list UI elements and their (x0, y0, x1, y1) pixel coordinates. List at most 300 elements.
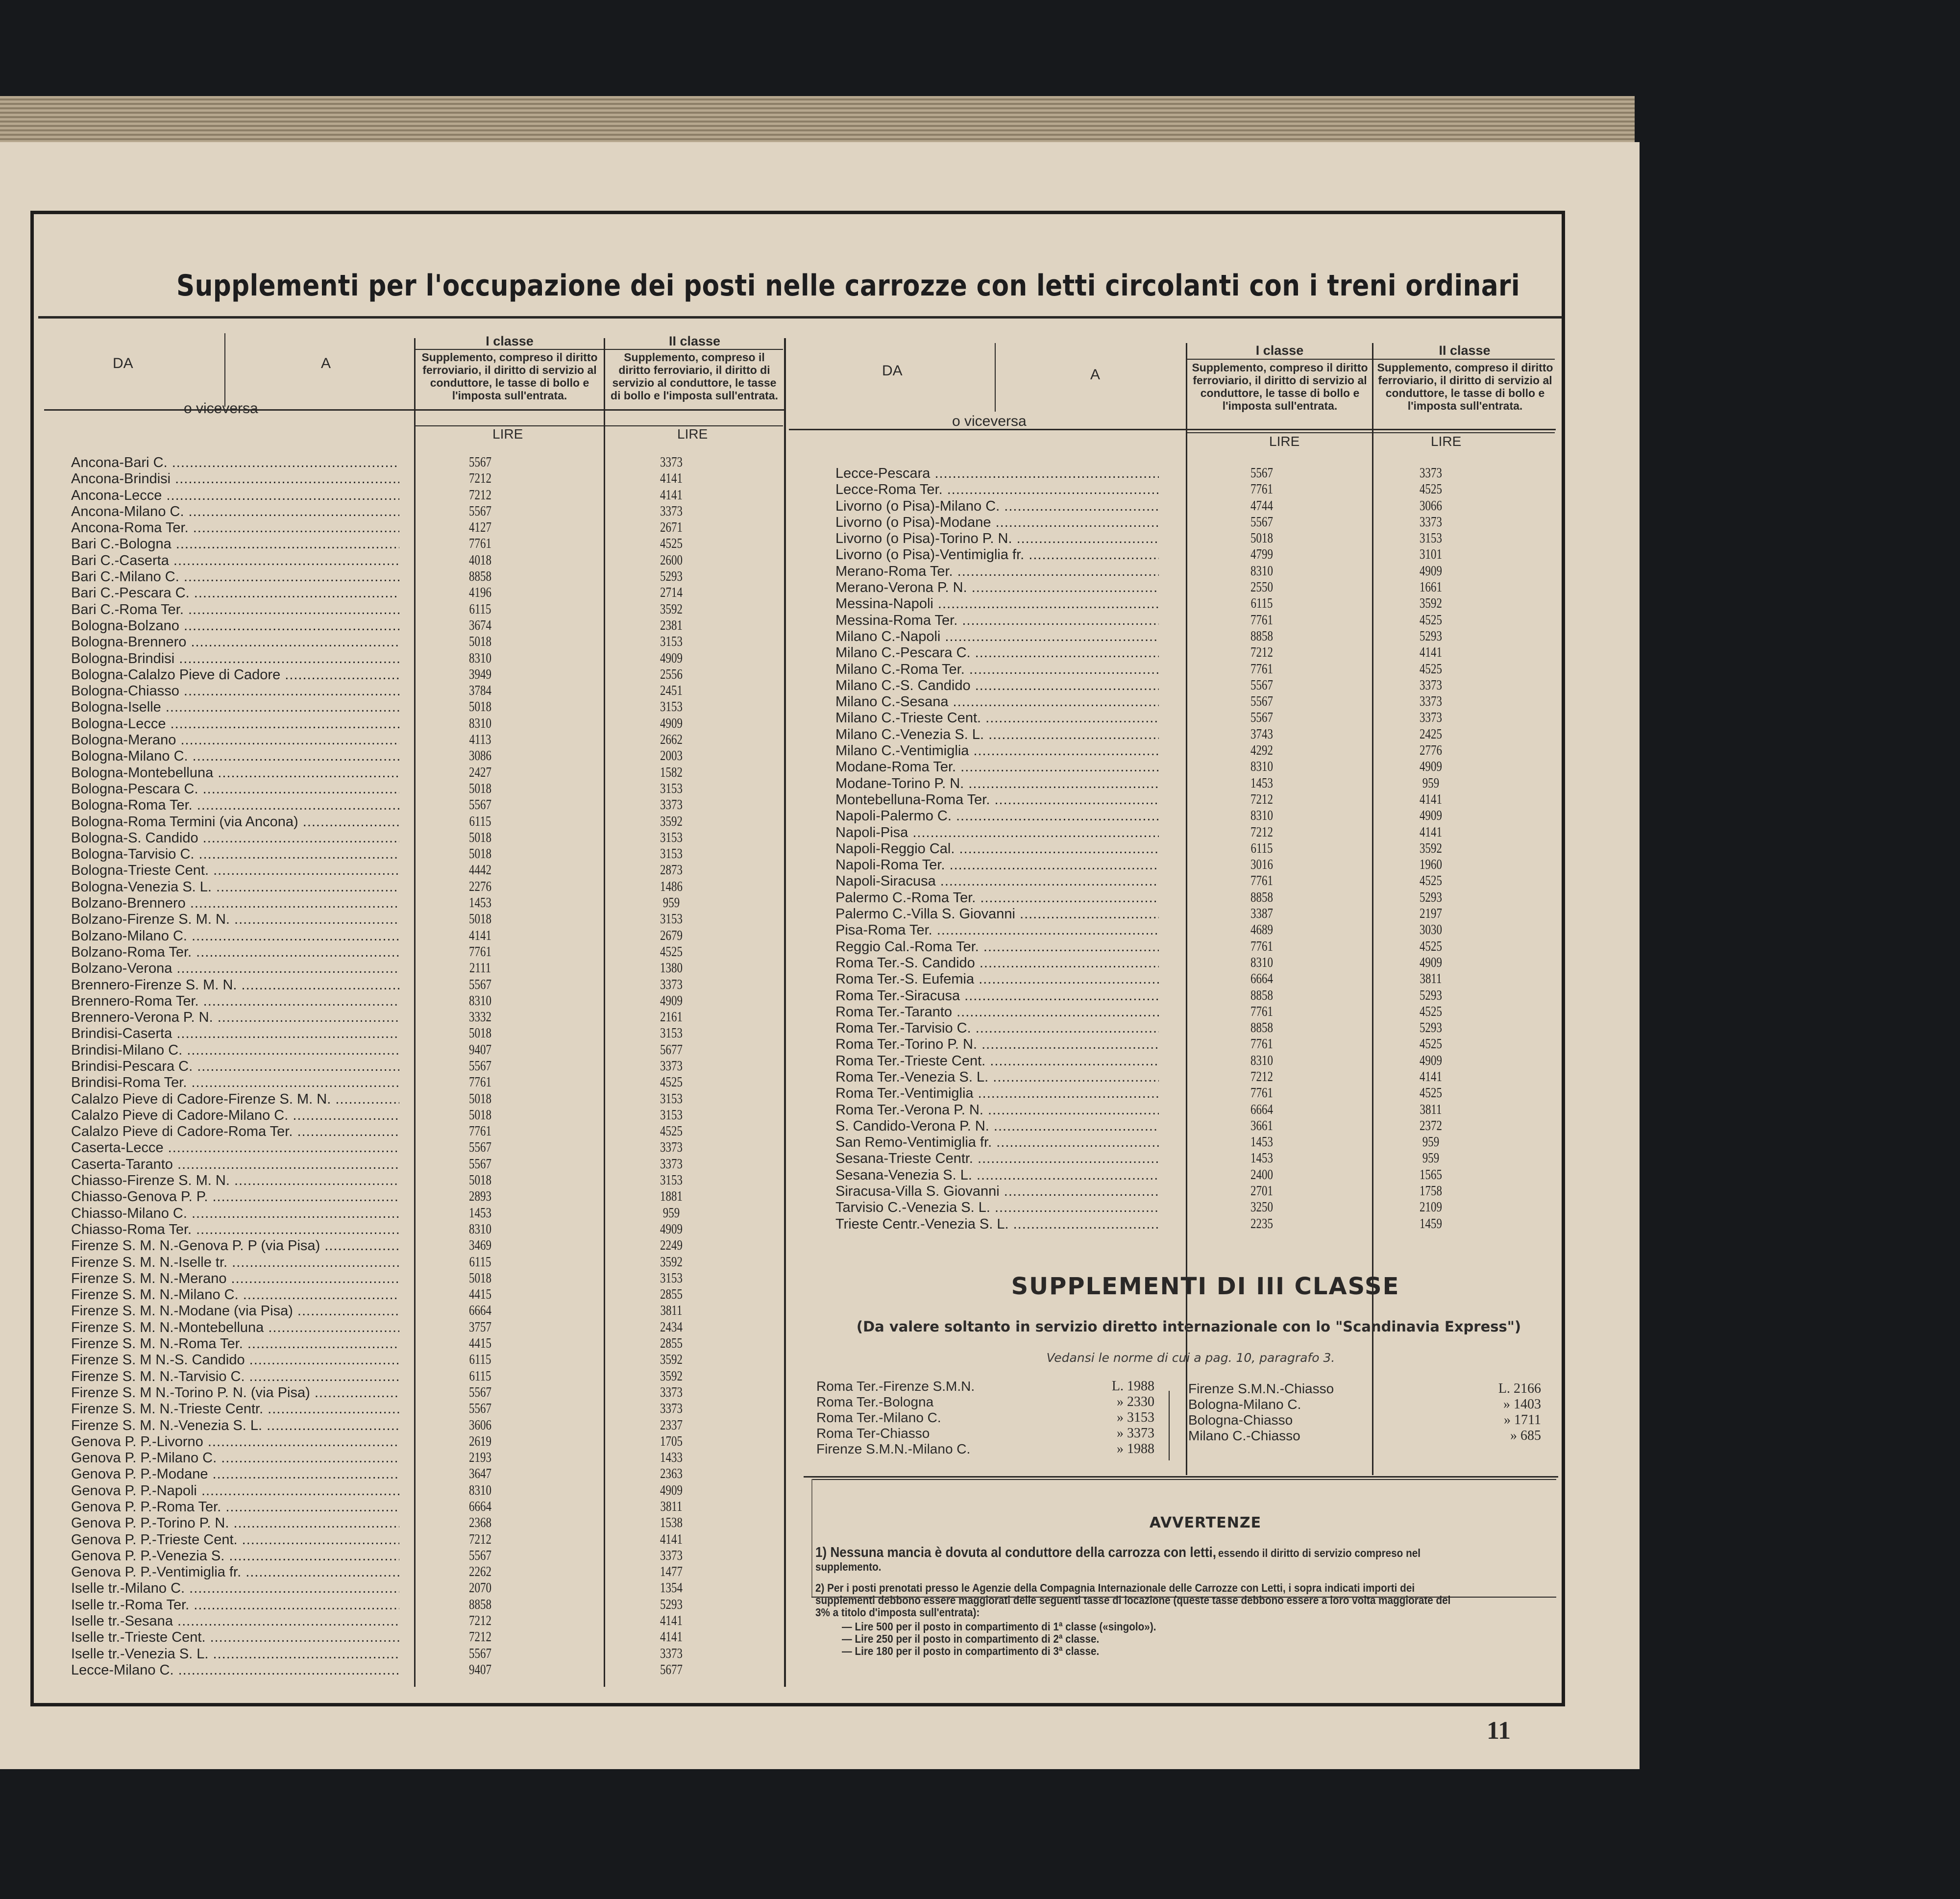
table-row (71, 1222, 782, 1238)
price-class2: 4909 (1420, 759, 1442, 775)
table-row (835, 1036, 1553, 1053)
table-row (835, 955, 1553, 971)
route-name: Montebelluna-Roma Ter. ..... (835, 792, 1159, 808)
price-class2: 3373 (660, 1548, 683, 1563)
price-class2: 4525 (660, 536, 683, 552)
route-name: Trieste Centr.-Venezia S. L. ..... (835, 1216, 1159, 1233)
table-row (71, 1369, 782, 1385)
route-name: Palermo C.-Villa S. Giovanni ..... (835, 906, 1159, 922)
price-class2: 5293 (1420, 889, 1442, 905)
route-name: Firenze S. M N.-S. Candido ..... (71, 1352, 399, 1368)
right-header-lire-2: LIRE (1431, 434, 1462, 449)
price-class1: 6664 (1250, 1102, 1273, 1117)
third-class-route: Firenze S.M.N.-Chiasso (1188, 1381, 1334, 1396)
table-row (835, 662, 1553, 678)
right-header-viceversa: o viceversa (952, 413, 1027, 429)
price-class2: 4141 (660, 1613, 683, 1629)
route-name: Caserta-Taranto ..... (71, 1157, 399, 1173)
route-name: Sesana-Trieste Centr. ..... (835, 1151, 1159, 1167)
price-class2: 2600 (660, 552, 683, 568)
price-class2: 959 (1422, 1151, 1440, 1166)
table-row (71, 863, 782, 879)
route-name: Calalzo Pieve di Cadore-Roma Ter. ..... (71, 1124, 399, 1140)
route-name: Firenze S. M. N.-Merano ..... (71, 1271, 399, 1287)
price-class2: 3373 (660, 1156, 683, 1172)
price-class2: 2363 (660, 1466, 683, 1482)
route-name: Ancona-Brindisi ..... (71, 471, 399, 487)
right-header-rule (789, 429, 1556, 430)
route-name: Bologna-Calalzo Pieve di Cadore ..... (71, 667, 399, 683)
route-name: Bologna-Pescara C. ..... (71, 781, 399, 797)
table-row (71, 732, 782, 748)
price-class1: 8310 (469, 993, 491, 1009)
price-class2: 1881 (660, 1189, 683, 1205)
price-class2: 4141 (1420, 645, 1442, 661)
price-class1: 4292 (1250, 743, 1273, 759)
price-class2: 1538 (660, 1515, 683, 1531)
table-row (835, 776, 1553, 792)
price-class1: 7212 (1250, 645, 1273, 661)
price-class1: 7212 (1250, 1069, 1273, 1085)
price-class2: 2003 (660, 748, 683, 764)
table-row (835, 1184, 1553, 1200)
route-name: Firenze S. M. N.-Tarvisio C. ..... (71, 1369, 399, 1385)
price-class1: 2619 (469, 1433, 491, 1449)
third-class-row (816, 1410, 1159, 1426)
route-name: Firenze S. M. N.-Modane (via Pisa) ..... (71, 1303, 399, 1319)
route-name: Bolzano-Verona ..... (71, 961, 399, 977)
table-row (71, 814, 782, 830)
route-name: Sesana-Venezia S. L. ..... (835, 1167, 1159, 1184)
price-class2: 5677 (660, 1662, 683, 1677)
table-row (835, 694, 1553, 710)
route-name: Napoli-Reggio Cal. ..... (835, 841, 1159, 857)
price-class2: 3592 (660, 601, 683, 617)
table-row (835, 727, 1553, 743)
table-row (835, 1053, 1553, 1069)
third-class-price: » 1403 (1503, 1397, 1541, 1412)
table-row (71, 1466, 782, 1482)
price-class2: 959 (1422, 775, 1440, 791)
route-name: Bari C.-Pescara C. ..... (71, 585, 399, 601)
price-class1: 5567 (469, 1401, 491, 1417)
price-class1: 6664 (1250, 971, 1273, 987)
table-row (835, 873, 1553, 889)
price-class1: 7761 (1250, 873, 1273, 889)
route-name: Milano C.-Ventimiglia ..... (835, 743, 1159, 759)
route-name: Messina-Napoli ..... (835, 596, 1159, 612)
price-class1: 5567 (469, 1140, 491, 1156)
price-class1: 4141 (469, 928, 491, 943)
table-row (71, 781, 782, 797)
table-row (71, 797, 782, 814)
price-class2: 3373 (1420, 694, 1442, 710)
table-row (71, 846, 782, 863)
table-row (835, 792, 1553, 808)
table-row (835, 710, 1553, 726)
table-row (71, 1515, 782, 1531)
table-row (835, 1085, 1553, 1102)
third-class-route: Roma Ter.-Firenze S.M.N. (816, 1379, 975, 1394)
route-name: Roma Ter.-S. Eufemia ..... (835, 971, 1159, 987)
table-row (71, 602, 782, 618)
price-class2: 2109 (1420, 1200, 1442, 1215)
table-row (71, 716, 782, 732)
route-name: Napoli-Pisa ..... (835, 825, 1159, 841)
price-class1: 5567 (469, 1058, 491, 1074)
iii-box-left (811, 1479, 812, 1597)
route-name: Brennero-Roma Ter. ..... (71, 993, 399, 1010)
table-row (835, 1167, 1553, 1184)
price-class2: 1705 (660, 1433, 683, 1449)
page-number: 11 (1487, 1717, 1511, 1745)
route-name: Siracusa-Villa S. Giovanni ..... (835, 1184, 1159, 1200)
price-class2: 3592 (660, 814, 683, 829)
table-row (835, 1020, 1553, 1036)
price-class2: 3373 (660, 1058, 683, 1074)
price-class2: 3153 (660, 846, 683, 862)
avvertenze-fee-1: — Lire 500 per il posto in compartimento di 1ª classe («singolo»). (842, 1620, 1156, 1633)
table-row (71, 683, 782, 699)
price-class1: 7761 (469, 1075, 491, 1090)
price-class1: 5567 (469, 1548, 491, 1563)
price-class1: 3647 (469, 1466, 491, 1482)
price-class2: 3153 (660, 1173, 683, 1188)
price-class2: 3373 (660, 977, 683, 992)
price-class1: 6664 (469, 1499, 491, 1514)
route-name: Bari C.-Roma Ter. ..... (71, 602, 399, 618)
table-row (71, 1548, 782, 1564)
table-row (835, 498, 1553, 515)
route-name: Napoli-Siracusa ..... (835, 873, 1159, 889)
route-name: Bolzano-Firenze S. M. N. ..... (71, 912, 399, 928)
table-row (71, 895, 782, 912)
route-name: Firenze S. M. N.-Milano C. ..... (71, 1287, 399, 1303)
table-row (71, 504, 782, 520)
price-class1: 7761 (1250, 661, 1273, 677)
price-class1: 5018 (469, 830, 491, 845)
price-class1: 2427 (469, 765, 491, 780)
third-class-price: L. 1988 (1111, 1379, 1154, 1394)
price-class2: 4909 (660, 1482, 683, 1498)
route-name: Bari C.-Milano C. ..... (71, 569, 399, 585)
price-class1: 4442 (469, 863, 491, 878)
table-row (71, 1059, 782, 1075)
price-class2: 1661 (1420, 580, 1442, 595)
third-class-price: » 2330 (1117, 1394, 1154, 1409)
table-row (71, 1483, 782, 1499)
route-name: Iselle tr.-Roma Ter. ..... (71, 1597, 399, 1613)
route-name: Messina-Roma Ter. ..... (835, 613, 1159, 629)
price-class1: 5018 (469, 634, 491, 650)
third-class-price: » 3373 (1117, 1426, 1154, 1441)
price-class2: 959 (662, 1205, 680, 1221)
route-name: Roma Ter.-Taranto ..... (835, 1004, 1159, 1020)
route-name: Genova P. P.-Milano C. ..... (71, 1450, 399, 1466)
price-class2: 3153 (660, 781, 683, 796)
route-name: Bologna-Roma Ter. ..... (71, 797, 399, 814)
price-class1: 3387 (1250, 906, 1273, 922)
price-class2: 4525 (1420, 612, 1442, 628)
price-class2: 3373 (660, 797, 683, 813)
right-header-class1: I classe (1255, 343, 1304, 358)
route-name: Modane-Roma Ter. ..... (835, 759, 1159, 775)
price-class1: 8858 (1250, 628, 1273, 644)
table-row (835, 1102, 1553, 1118)
third-class-price: L. 2166 (1498, 1381, 1541, 1396)
price-class2: 3373 (660, 503, 683, 519)
table-row (71, 1124, 782, 1140)
price-class2: 2873 (660, 863, 683, 878)
price-class2: 3373 (660, 1384, 683, 1400)
third-class-row (1188, 1397, 1546, 1412)
route-name: Firenze S. M. N.-Montebelluna ..... (71, 1320, 399, 1336)
price-class1: 4799 (1250, 547, 1273, 563)
price-class1: 7761 (469, 944, 491, 960)
route-name: Milano C.-Pescara C. ..... (835, 645, 1159, 661)
route-name: Roma Ter.-Venezia S. L. ..... (835, 1069, 1159, 1085)
price-class2: 4525 (1420, 938, 1442, 954)
left-header-viceversa: o viceversa (184, 400, 258, 417)
price-class1: 5567 (1250, 694, 1273, 710)
table-row (835, 596, 1553, 612)
price-class2: 5293 (1420, 987, 1442, 1003)
table-row (71, 1287, 782, 1303)
table-row (835, 906, 1553, 922)
table-row (71, 471, 782, 487)
price-class1: 5018 (1250, 531, 1273, 546)
route-name: Firenze S. M. N.-Trieste Centr. ..... (71, 1401, 399, 1417)
price-class1: 3469 (469, 1238, 491, 1254)
price-class2: 4141 (660, 487, 683, 503)
right-lire-rule (1187, 432, 1555, 433)
route-name: Milano C.-Venezia S. L. ..... (835, 727, 1159, 743)
table-row (71, 1108, 782, 1124)
price-class1: 8310 (469, 1221, 491, 1237)
price-class2: 2337 (660, 1417, 683, 1433)
table-row (835, 1200, 1553, 1216)
title-rule (38, 316, 1562, 319)
price-class2: 3153 (660, 1091, 683, 1107)
table-row (71, 634, 782, 650)
price-class2: 2556 (660, 666, 683, 682)
third-class-route: Bologna-Chiasso (1188, 1412, 1293, 1428)
price-class1: 5018 (469, 846, 491, 862)
route-name: Bologna-Lecce ..... (71, 716, 399, 732)
route-name: Livorno (o Pisa)-Modane ..... (835, 515, 1159, 531)
price-class2: 3101 (1420, 547, 1442, 563)
right-supplement-table (835, 466, 1553, 1233)
price-class2: 4525 (1420, 1004, 1442, 1019)
price-class2: 4525 (1420, 1036, 1442, 1052)
table-row (71, 1238, 782, 1254)
price-class2: 3373 (660, 1140, 683, 1156)
price-class1: 3743 (1250, 726, 1273, 742)
price-class1: 7212 (469, 1531, 491, 1547)
left-header-lire-1: LIRE (492, 426, 523, 442)
table-row (835, 1216, 1553, 1233)
price-class1: 3606 (469, 1417, 491, 1433)
table-row (835, 564, 1553, 580)
avvertenze-fee-2: — Lire 250 per il posto in compartimento di 2ª classe. (842, 1632, 1100, 1645)
left-header-da: DA (113, 355, 133, 371)
price-class2: 3153 (660, 699, 683, 715)
table-row (835, 939, 1553, 955)
price-class2: 4909 (660, 650, 683, 666)
table-row (71, 1026, 782, 1042)
price-class2: 1380 (660, 961, 683, 976)
third-class-price: » 1711 (1504, 1412, 1541, 1428)
price-class2: 2855 (660, 1287, 683, 1303)
price-class2: 4909 (1420, 563, 1442, 579)
table-row (71, 1157, 782, 1173)
table-row (835, 678, 1553, 694)
price-class1: 2400 (1250, 1167, 1273, 1183)
price-class2: 4141 (1420, 824, 1442, 840)
price-class1: 8310 (469, 715, 491, 731)
price-class2: 1486 (660, 879, 683, 894)
route-name: Firenze S. M. N.-Iselle tr. ..... (71, 1255, 399, 1271)
price-class1: 3757 (469, 1319, 491, 1335)
third-class-right-list (1188, 1381, 1546, 1444)
table-row (71, 1532, 782, 1548)
price-class1: 7761 (1250, 612, 1273, 628)
route-name: Firenze S. M. N.-Genova P. P (via Pisa) ..... (71, 1238, 399, 1254)
price-class1: 4689 (1250, 922, 1273, 938)
route-name: Bologna-Venezia S. L. ..... (71, 879, 399, 895)
price-class2: 1565 (1420, 1167, 1442, 1183)
price-class2: 3592 (1420, 596, 1442, 612)
price-class2: 3373 (660, 1646, 683, 1661)
route-name: Roma Ter.-Ventimiglia ..... (835, 1085, 1159, 1102)
price-class1: 1453 (469, 895, 491, 911)
route-name: Genova P. P.-Livorno ..... (71, 1434, 399, 1450)
price-class2: 5293 (1420, 628, 1442, 644)
price-class2: 1459 (1420, 1216, 1442, 1232)
route-name: Genova P. P.-Venezia S. ..... (71, 1548, 399, 1564)
price-class1: 7212 (469, 487, 491, 503)
route-name: Bolzano-Roma Ter. ..... (71, 944, 399, 961)
price-class1: 5567 (469, 977, 491, 992)
price-class2: 2451 (660, 683, 683, 699)
third-class-left-list (816, 1379, 1159, 1457)
price-class2: 1758 (1420, 1184, 1442, 1199)
route-name: Bari C.-Bologna ..... (71, 536, 399, 552)
route-name: Bari C.-Caserta ..... (71, 553, 399, 569)
price-class1: 2111 (469, 961, 491, 976)
price-class1: 5567 (1250, 710, 1273, 726)
price-class1: 5018 (469, 912, 491, 927)
avvertenze-note-2 (815, 1582, 1459, 1657)
price-class1: 3332 (469, 1010, 491, 1025)
price-class1: 7212 (1250, 791, 1273, 807)
table-row (71, 1140, 782, 1156)
price-class2: 2249 (660, 1238, 683, 1254)
price-class2: 3592 (660, 1352, 683, 1368)
table-row (835, 841, 1553, 857)
table-row (835, 808, 1553, 824)
left-lire-rule (416, 425, 783, 426)
price-class2: 3811 (660, 1303, 683, 1319)
third-class-route: Roma Ter.-Milano C. (816, 1410, 941, 1425)
iii-center-divider (1169, 1391, 1170, 1460)
avvertenze-note-1-bold: 1) Nessuna mancia è dovuta al conduttore della carrozza con letti, (815, 1545, 1217, 1560)
route-name: Lecce-Roma Ter. ..... (835, 482, 1159, 498)
table-row (71, 1385, 782, 1401)
da-a-divider-left (224, 333, 225, 407)
price-class2: 4525 (660, 1075, 683, 1090)
price-class1: 8310 (469, 650, 491, 666)
price-class1: 2070 (469, 1580, 491, 1596)
price-class1: 5567 (469, 503, 491, 519)
route-name: Ancona-Lecce ..... (71, 488, 399, 504)
price-class1: 3016 (1250, 857, 1273, 873)
table-row (71, 1564, 782, 1580)
route-name: Lecce-Milano C. ..... (71, 1662, 399, 1678)
price-class2: 4525 (1420, 873, 1442, 889)
price-class2: 3373 (1420, 514, 1442, 530)
table-row (835, 1118, 1553, 1134)
price-class2: 3811 (1420, 971, 1442, 987)
avvertenze-note-2-text: 2) Per i posti prenotati presso le Agenzie della Compagnia Internazionale delle Carrozze con Letti, i sopra indicati importi dei supplementi debbono essere maggiorati delle seguenti tasse di locazione (queste tasse debbono essere a loro volta maggiorate del 3% a titolo d'imposta sull'entrata): (815, 1581, 1451, 1619)
route-name: Bologna-Bolzano ..... (71, 618, 399, 634)
route-name: Iselle tr.-Trieste Cent. ..... (71, 1629, 399, 1646)
price-class1: 5018 (469, 1107, 491, 1123)
right-table-end-rule (804, 1476, 1558, 1478)
price-class2: 3153 (660, 912, 683, 927)
route-name: Brennero-Verona P. N. ..... (71, 1010, 399, 1026)
price-class1: 1453 (469, 1205, 491, 1221)
price-class1: 5018 (469, 1173, 491, 1188)
table-row (71, 651, 782, 667)
iii-section-rule (811, 1479, 1556, 1480)
price-class1: 5018 (469, 1091, 491, 1107)
table-row (71, 1352, 782, 1368)
price-class2: 3373 (1420, 677, 1442, 693)
price-class2: 1354 (660, 1580, 683, 1596)
route-name: Genova P. P.-Modane ..... (71, 1466, 399, 1482)
table-row (71, 1646, 782, 1662)
price-class1: 7212 (1250, 824, 1273, 840)
price-class2: 2679 (660, 928, 683, 943)
price-class1: 6115 (469, 1254, 491, 1270)
price-class2: 4909 (1420, 1053, 1442, 1068)
table-row (71, 1401, 782, 1417)
third-class-price: » 1988 (1117, 1441, 1154, 1456)
table-row (71, 1173, 782, 1189)
route-name: Firenze S. M N.-Torino P. N. (via Pisa) ..... (71, 1385, 399, 1401)
price-class1: 8858 (1250, 987, 1273, 1003)
third-class-row (1188, 1412, 1546, 1428)
route-name: Brindisi-Roma Ter. ..... (71, 1075, 399, 1091)
table-row (71, 1010, 782, 1026)
price-class1: 5567 (1250, 677, 1273, 693)
table-row (835, 890, 1553, 906)
price-class2: 4525 (1420, 482, 1442, 497)
right-header-da: DA (882, 363, 903, 379)
price-class2: 5293 (660, 569, 683, 585)
left-supplement-table (71, 455, 782, 1678)
price-class2: 3153 (660, 830, 683, 845)
price-class1: 7212 (469, 1629, 491, 1645)
route-name: Firenze S. M. N.-Roma Ter. ..... (71, 1336, 399, 1352)
price-class2: 5677 (660, 1042, 683, 1058)
price-class1: 4196 (469, 585, 491, 601)
table-row (71, 1206, 782, 1222)
right-header-a: A (1090, 367, 1101, 383)
table-row (71, 553, 782, 569)
left-class-underline (416, 349, 783, 350)
